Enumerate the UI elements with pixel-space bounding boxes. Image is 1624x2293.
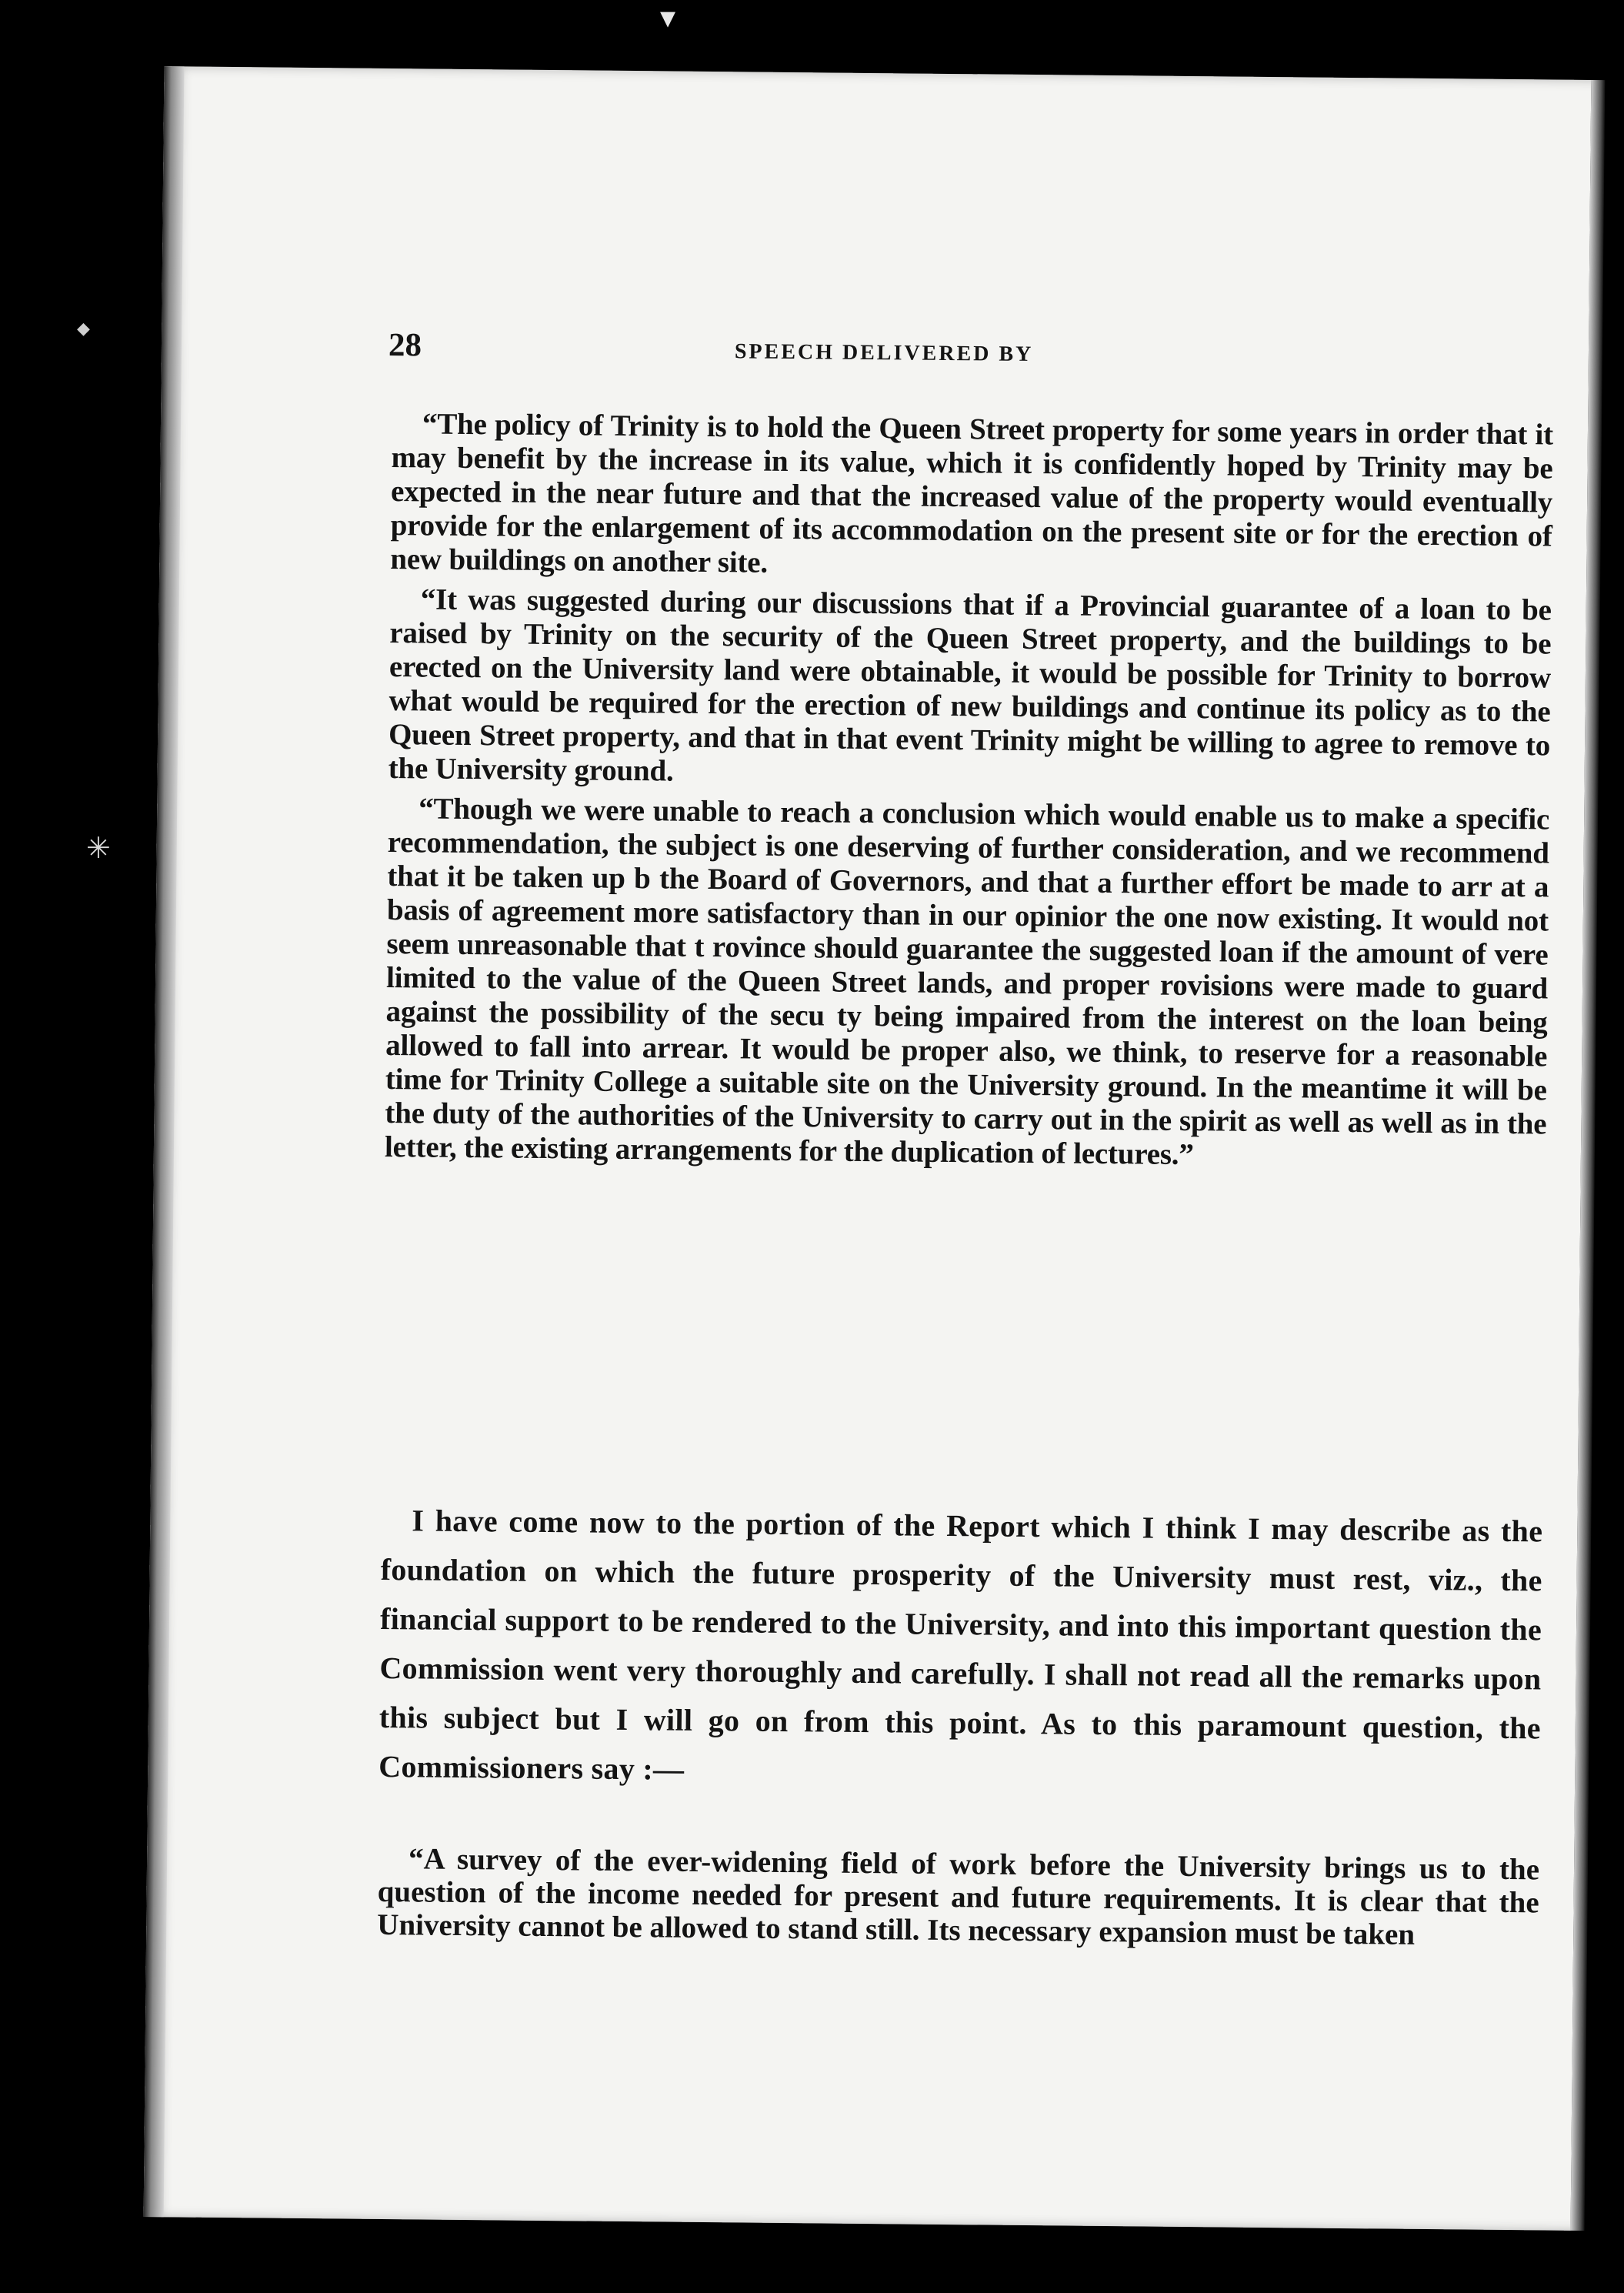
- closing-quote-paragraph: “A survey of the ever-widening field of work before the University brings us to the question of the income needed for present and future requirements. It is clear that the University cannot be allowed to stand still. Its necessary expansion must be taken: [377, 1842, 1540, 1951]
- quote-paragraph-3: “Though we were unable to reach a conclusion which would enable us to make a specific recommendation, the subject is one deserving of further consideration, and we recommend that it be taken up b the Board of Governors, and that a further effort be made to arr at a basis of agreement more satisfactory than in our opinior the one now existing. It would not seem unreasonable that t rovince should guarantee the suggested loan if the amount of vere limited to the value of the Queen Street lands, and proper rovisions were made to guard against the possibility of the secu ty being impaired from the interest on the loan being allowed to fall into arrear. It would be proper also, we think, to reserve for a reasonable time for Trinity College a suitable site on the University ground. In the meantime it will be the duty of the authorities of the University to carry out in the spirit as well as well as in the letter, the existing arrangements for the duplication of lectures.”: [384, 792, 1550, 1172]
- speech-paragraph: [378, 1496, 1543, 1802]
- scan-artifact-mark: ▾: [660, 0, 676, 35]
- margin-artifact-cross: ✳: [86, 831, 111, 865]
- commission-quote: [385, 407, 1553, 1181]
- page-number: 28: [388, 326, 422, 364]
- quote-paragraph-1: “The policy of Trinity is to hold the Queen Street property for some years in order that it may benefit by the increase in its value, which it is confidently hoped by Trinity may be expected in the near future and that the increased value of the property would eventually provide for the enlargement of its accommodation on the present site or for the erection of new buildings on another site.: [390, 407, 1554, 579]
- running-head: [388, 326, 1543, 383]
- running-head-title: SPEECH DELIVERED BY: [734, 339, 1034, 367]
- quote-paragraph-2: “It was suggested during our discussions that if a Provincial guarantee of a loan to be raised by Trinity on the security of the Queen Street property, and the buildings to be erected on the University land were obtainable, it would be possible for Trinity to borrow what would be required for the erection of new buildings and continue its policy as to the Queen Street property, and that in that event Trinity might be willing to agree to remove to the University ground.: [388, 582, 1552, 788]
- closing-quote: [377, 1842, 1539, 1952]
- book-page: [144, 66, 1592, 2231]
- body-paragraph: I have come now to the portion of the Report which I think I may describe as the foundation on which the future prosperity of the University must rest, viz., the financial support to be rendered to the University, and into this important question the Commission went very thoroughly and carefully. I shall not read all the remarks upon this subject but I will go on from this point. As to this paramount question, the Commissioners say :—: [378, 1503, 1543, 1787]
- margin-artifact-dot: ◆: [77, 319, 90, 339]
